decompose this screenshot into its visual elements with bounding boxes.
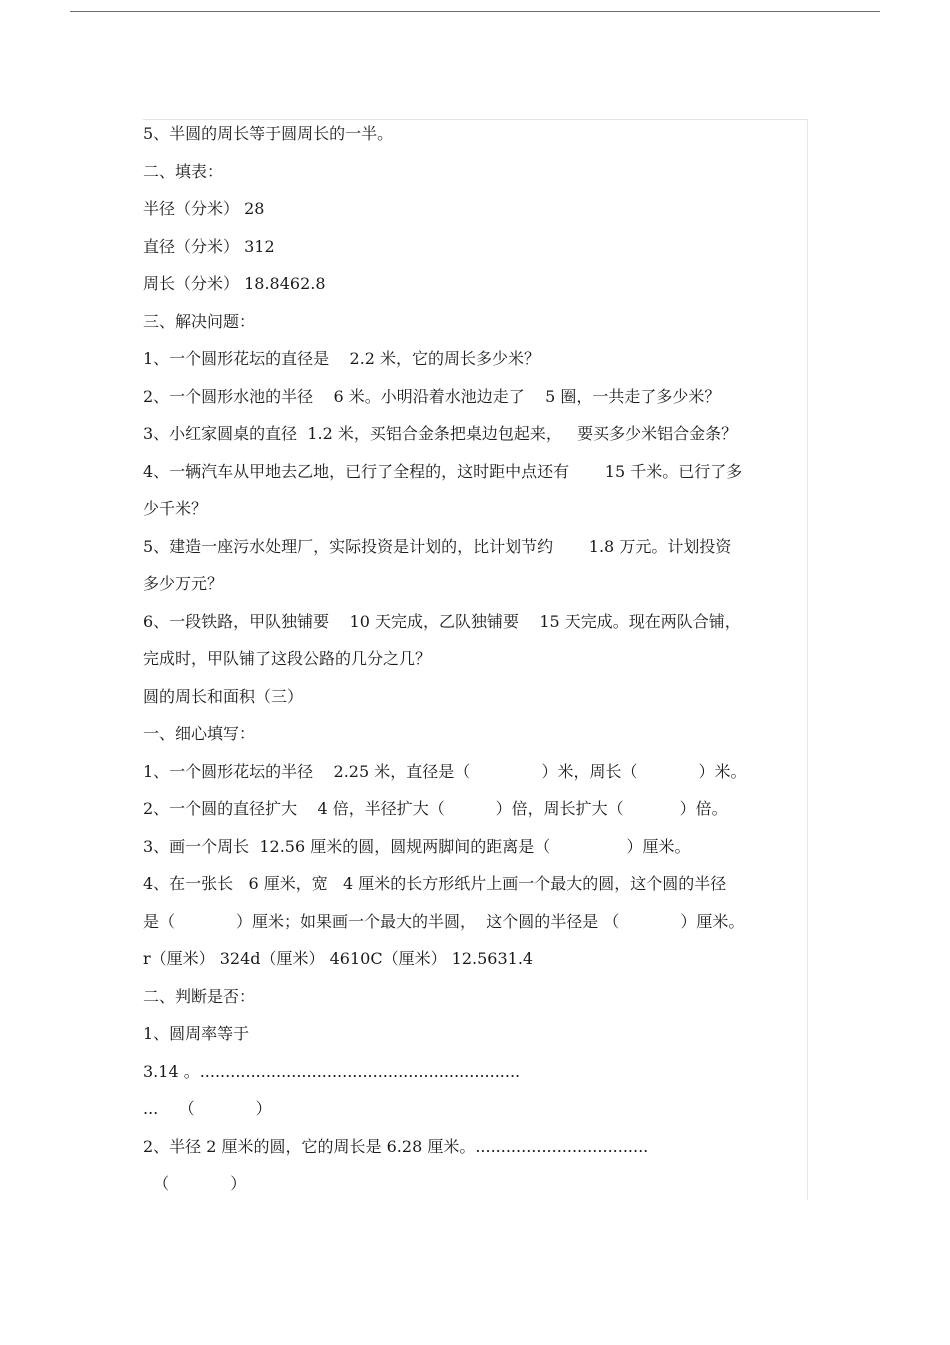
section-heading: 一、细心填写： [143, 724, 256, 743]
text-line: 是（ ）厘米；如果画一个最大的半圆， 这个圆的半径是 （ ）厘米。 [143, 912, 745, 931]
text-line: 1、圆周率等于 [143, 1024, 250, 1043]
text-line: 4、在一张长 6 厘米，宽 4 厘米的长方形纸片上画一个最大的圆，这个圆的半径 [143, 874, 727, 893]
text-line: 4、一辆汽车从甲地去乙地，已行了全程的，这时距中点还有 15 千米。已行了多 [143, 462, 743, 481]
text-line: 直径（分米） 312 [143, 237, 275, 256]
text-line: 2、一个圆形水池的半径 6 米。小明沿着水池边走了 5 圈，一共走了多少米？ [143, 387, 721, 406]
text-line: 1、一个圆形花坛的半径 2.25 米，直径是（ ）米，周长（ ）米。 [143, 762, 747, 781]
text-line: 周长（分米） 18.8462.8 [143, 274, 326, 293]
text-line: （ ） [143, 1174, 247, 1193]
text-line: 多少万元？ [143, 574, 224, 593]
text-line: 3.14 。............................................................... [143, 1062, 521, 1081]
text-line: 半径（分米） 28 [143, 199, 265, 218]
text-line: 完成时，甲队铺了这段公路的几分之几？ [143, 649, 432, 668]
text-line: 6、一段铁路，甲队独铺要 10 天完成，乙队独铺要 15 天完成。现在两队合铺， [143, 612, 741, 631]
section-heading: 二、填表： [143, 162, 224, 181]
text-line: 5、半圆的周长等于圆周长的一半。 [143, 124, 394, 143]
text-line: 5、建造一座污水处理厂，实际投资是计划的，比计划节约 1.8 万元。计划投资 [143, 537, 732, 556]
section-heading: 二、判断是否： [143, 987, 256, 1006]
page-title: 圆的周长和面积（三） [143, 687, 304, 706]
header-rule [70, 11, 880, 12]
text-line: 1、一个圆形花坛的直径是 2.2 米，它的周长多少米？ [143, 349, 541, 368]
section-heading: 三、解决问题： [143, 312, 256, 331]
text-line: 3、画一个周长 12.56 厘米的圆，圆规两脚间的距离是（ ）厘米。 [143, 837, 691, 856]
text-line: 3、小红家圆桌的直径 1.2 米，买铝合金条把桌边包起来， 要买多少米铝合金条？ [143, 424, 738, 443]
text-line: 2、一个圆的直径扩大 4 倍，半径扩大（ ）倍，周长扩大（ ）倍。 [143, 799, 728, 818]
text-line: ... （ ） [143, 1099, 272, 1118]
text-line: 少千米？ [143, 499, 208, 518]
text-line: 2、半径 2 厘米的圆，它的周长是 6.28 厘米。.................................. [143, 1137, 649, 1156]
text-line: r（厘米） 324d（厘米） 4610C（厘米） 12.5631.4 [143, 949, 534, 968]
